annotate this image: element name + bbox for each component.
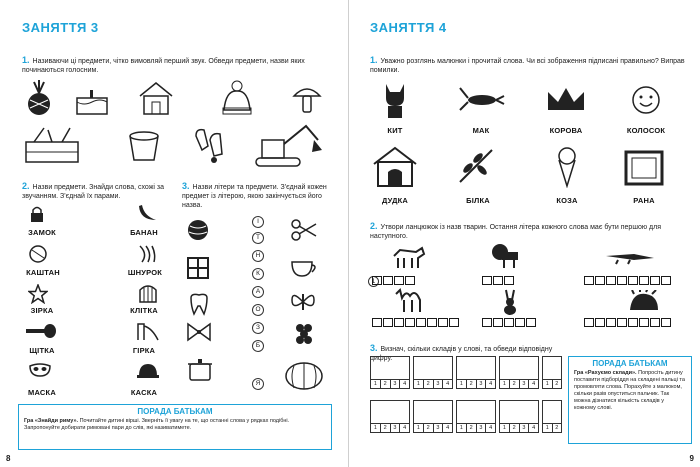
task-1 bbox=[22, 56, 332, 75]
bun-face-icon bbox=[630, 84, 662, 116]
task-text: Називаючи ці предмети, чітко вимовляй перший звук. Обведи предмети, назви яких починаються голосним. bbox=[22, 58, 305, 74]
syllable-card[interactable]: 1 2 bbox=[542, 400, 562, 433]
turtle-icon bbox=[500, 357, 538, 380]
task-3 bbox=[182, 182, 332, 210]
scissors-icon bbox=[290, 218, 318, 242]
answer-boxes[interactable] bbox=[584, 318, 672, 327]
page-number: 8 bbox=[6, 454, 11, 463]
letter-circle[interactable]: О bbox=[252, 304, 264, 316]
syllable-card[interactable]: 1 2 3 4 bbox=[370, 400, 410, 433]
banana-icon bbox=[136, 202, 160, 224]
chestnut-icon bbox=[28, 244, 48, 264]
knife-icon bbox=[414, 357, 452, 380]
page-number: 9 bbox=[689, 454, 694, 463]
word-hirka: ГІРКА bbox=[132, 346, 156, 355]
word-koza: КОЗА bbox=[556, 196, 578, 205]
word-shchitka: ЩІТКА bbox=[29, 346, 55, 355]
house-icon bbox=[136, 80, 176, 116]
house-icon bbox=[371, 357, 409, 380]
lesson-title: ЗАНЯТТЯ 4 bbox=[370, 20, 447, 35]
doghouse-icon bbox=[372, 146, 418, 188]
task-number: 1. bbox=[22, 55, 30, 65]
task-text: Назви літери та предмети. З'єднай кожен предмет із літерою, якою закінчується його назва. bbox=[182, 184, 327, 209]
window-icon bbox=[186, 256, 210, 280]
crayfish-icon bbox=[458, 84, 506, 114]
answer-boxes[interactable] bbox=[482, 276, 515, 285]
pineapple-icon bbox=[22, 80, 56, 116]
box-with-tools-icon bbox=[22, 126, 82, 166]
task-number: 3. bbox=[370, 343, 378, 353]
tip-body bbox=[569, 368, 691, 414]
cat-icon bbox=[380, 80, 410, 120]
ice-cream-icon bbox=[554, 146, 580, 188]
mask-icon bbox=[28, 362, 52, 380]
task-number: 2. bbox=[22, 181, 30, 191]
letter-circle[interactable]: А bbox=[252, 286, 264, 298]
syllable-card[interactable]: 1 2 3 4 bbox=[370, 356, 410, 389]
grapes-icon bbox=[292, 320, 316, 348]
word-banan: БАНАН bbox=[130, 228, 158, 237]
word-mak: МАК bbox=[472, 126, 490, 135]
frame-icon bbox=[624, 150, 664, 186]
cup-icon bbox=[290, 258, 320, 280]
tip-lead: Гра «Рахуємо склади». bbox=[574, 370, 637, 376]
crocodile-icon bbox=[604, 248, 656, 266]
corn-icon bbox=[457, 357, 495, 380]
star-icon bbox=[28, 284, 48, 304]
camel-icon bbox=[392, 286, 428, 314]
fish-icon bbox=[371, 401, 409, 424]
tooth-icon bbox=[188, 292, 210, 316]
pumpkin-icon bbox=[284, 358, 324, 390]
letter-circle[interactable]: Я bbox=[252, 378, 264, 390]
mittens-icon bbox=[192, 126, 228, 166]
word-kashtan: КАШТАН bbox=[26, 268, 60, 277]
watermelon-icon bbox=[186, 218, 210, 242]
tip-title: ПОРАДА БАТЬКАМ bbox=[592, 359, 668, 368]
bucket-icon bbox=[126, 130, 162, 164]
word-rana: РАНА bbox=[633, 196, 655, 205]
syllable-card[interactable]: 1 2 bbox=[542, 356, 562, 389]
task-text: Уважно розглянь малюнки і прочитай слова. Чи всі зображення підписані правильно? Виправ помилки. bbox=[370, 58, 685, 74]
crown-icon bbox=[546, 86, 586, 114]
parent-tip bbox=[18, 404, 332, 450]
brush-icon bbox=[24, 322, 58, 340]
task-text: Визнач, скільки складів у слові, та обведи відповідну цифру. bbox=[370, 346, 553, 362]
lesson-title: ЗАНЯТТЯ 3 bbox=[22, 20, 99, 35]
slide-icon bbox=[134, 320, 160, 342]
word-shnurok: ШНУРОК bbox=[127, 268, 163, 277]
answer-boxes[interactable] bbox=[372, 276, 416, 285]
syllable-card[interactable]: 1 2 3 4 bbox=[456, 356, 496, 389]
answer-boxes[interactable] bbox=[584, 276, 672, 285]
hat-icon bbox=[218, 80, 256, 116]
lion-icon bbox=[490, 242, 522, 270]
letter-circle[interactable]: З bbox=[252, 322, 264, 334]
task-1 bbox=[370, 56, 690, 75]
answer-boxes[interactable] bbox=[372, 318, 460, 327]
task-2 bbox=[370, 222, 690, 241]
parent-tip bbox=[568, 356, 692, 444]
left-page bbox=[0, 0, 349, 467]
syllable-card[interactable]: 1 2 3 4 bbox=[413, 400, 453, 433]
lock-icon bbox=[28, 205, 46, 223]
word-kyt: КИТ bbox=[387, 126, 403, 135]
excavator-icon bbox=[248, 122, 324, 168]
task-number: 3. bbox=[182, 181, 190, 191]
word-maska: МАСКА bbox=[28, 388, 56, 397]
snowflake-icon bbox=[500, 401, 538, 424]
answer-boxes[interactable] bbox=[482, 318, 537, 327]
shirt-icon bbox=[543, 401, 561, 424]
word-zirka: ЗІРКА bbox=[30, 306, 54, 315]
rabbit-icon bbox=[500, 288, 520, 316]
task-text: Утвори ланцюжок із назв тварин. Остання літера кожного слова має бути першою для наступного. bbox=[370, 224, 661, 240]
task-number: 1. bbox=[370, 55, 378, 65]
branch-icon bbox=[456, 146, 496, 186]
chain-start-number: 1 bbox=[368, 276, 379, 287]
syllable-card[interactable]: 1 2 3 4 bbox=[456, 400, 496, 433]
butterfly-icon bbox=[290, 290, 316, 314]
task-text: Назви предмети. Знайди слова, схожі за звучанням. З'єднай їх парами. bbox=[22, 184, 164, 200]
letter-circle[interactable]: І bbox=[252, 216, 264, 228]
word-zamok: ЗАМОК bbox=[28, 228, 56, 237]
bottle-icon bbox=[543, 357, 561, 380]
tip-lead: Гра «Знайди риму». bbox=[24, 418, 79, 424]
letter-circle[interactable]: Т bbox=[252, 232, 264, 244]
word-kaska: КАСКА bbox=[130, 388, 158, 397]
helmet-icon bbox=[136, 362, 160, 380]
hedgehog-icon bbox=[628, 290, 660, 314]
tip-text: Попросіть дитину поставити підборіддя на складені пальці та промовляти слова. Порахуйте з малюком, скільки разів опуститься пальчик. Так можна дізнатися кількість складів у кожному слові. bbox=[574, 370, 685, 411]
syllable-card[interactable]: 1 2 3 4 bbox=[413, 356, 453, 389]
task-number: 2. bbox=[370, 221, 378, 231]
letter-circle[interactable]: К bbox=[252, 268, 264, 280]
tip-body bbox=[19, 416, 331, 434]
syllable-card[interactable]: 1 2 3 4 bbox=[499, 356, 539, 389]
tip-title: ПОРАДА БАТЬКАМ bbox=[137, 407, 213, 416]
shoelace-icon bbox=[138, 244, 158, 264]
bow-icon bbox=[186, 322, 212, 344]
wolf-icon bbox=[390, 246, 426, 270]
task-2 bbox=[22, 182, 172, 201]
syllable-card[interactable]: 1 2 3 4 bbox=[499, 400, 539, 433]
right-page bbox=[350, 0, 700, 467]
letter-circle[interactable]: Б bbox=[252, 340, 264, 352]
pumpkin-icon bbox=[414, 401, 452, 424]
word-klitka: КЛІТКА bbox=[130, 306, 158, 315]
word-bilka: БІЛКА bbox=[466, 196, 490, 205]
letter-circle[interactable]: Н bbox=[252, 250, 264, 262]
word-kolosok: КОЛОСОК bbox=[626, 126, 666, 135]
word-dudka: ДУДКА bbox=[381, 196, 409, 205]
tip-text: Почитайте дитині вірші. Зверніть її увагу на те, що останні слова у рядках подібні. Запропонуйте добирати римовані пари до слів, які називатимете. bbox=[24, 418, 290, 431]
cage-icon bbox=[138, 282, 158, 304]
cake-icon bbox=[74, 86, 110, 116]
word-korova: КОРОВА bbox=[549, 126, 583, 135]
mushroom-icon bbox=[290, 82, 324, 114]
pear-icon bbox=[457, 401, 495, 424]
pot-icon bbox=[186, 356, 214, 382]
